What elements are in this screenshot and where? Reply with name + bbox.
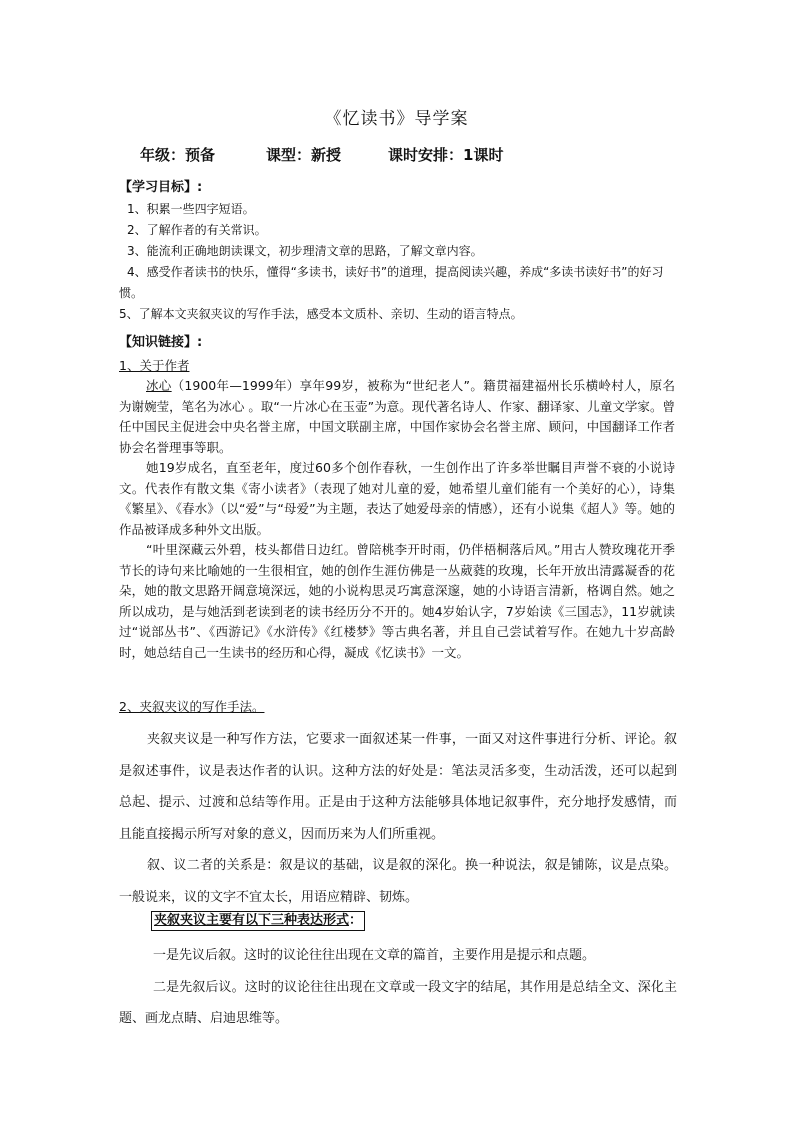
goals-list <box>119 199 679 325</box>
forms-text <box>119 940 677 1035</box>
form-paragraph: 一是先议后叙。这时的议论往往出现在文章的篇首，主要作用是提示和点题。 <box>153 948 596 963</box>
method-paragraph: 夹叙夹议是一种写作方法，它要求一面叙述某一件事，一面又对这件事进行分析、评论。叙是叙述事件，议是表达作者的认识。这种方法的好处是：笔法灵活多变，生动活泼，还可以起到总起、提示、过渡和总结等作用。正是由于这种方法能够具体地记叙事件，充分地抒发感情，而且能直接揭示所写对象的意义，因而历来为人们所重视。 <box>119 732 677 842</box>
goal-item: 2、了解作者的有关常识。 <box>127 223 267 237</box>
goals-heading: 【学习目标】: <box>119 180 203 195</box>
bio-paragraph: “叶里深藏云外碧，枝头都借日边红。曾陪桃李开时雨，仍伴梧桐落后风。”用古人赞玫瑰花开季节长的诗句来比喻她的一生很相宜，她的创作生涯仿佛是一丛葳蕤的玫瑰，长年开放出清露凝香的花朵，她的散文思路开阔意境深远，她的小说构思灵巧寓意深邃，她的小诗语言清新，格调自然。她之所以成功，是与她活到老读到老的读书经历分不开的。她4岁始认字，7岁始读《三国志》，11岁就读过“说部丛书”、《西游记》《水浒传》《红楼梦》等古典名著，并且自己尝试着写作。在她九十岁高龄时，她总结自己一生读书的经历和心得，凝成《忆读书》一文。 <box>119 542 675 660</box>
goal-item: 4、感受作者读书的快乐，懂得“多读书，读好书”的道理，提高阅读兴趣，养成“多读书读好书”的好习惯。 <box>119 265 664 300</box>
goal-item: 5、了解本文夹叙夹议的写作手法，感受本文质朴、亲切、生动的语言特点。 <box>119 307 523 321</box>
author-heading: 1、关于作者 <box>119 358 190 373</box>
grade-label: 年级：预备 <box>140 146 216 164</box>
page-title: 《忆读书》导学案 <box>324 109 469 129</box>
lesson-meta <box>140 144 503 165</box>
author-bio <box>119 376 675 663</box>
bio-paragraph: 冰心（1900年—1999年）享年99岁，被称为“世纪老人”。籍贯福建福州长乐横岭村人，原名为谢婉莹，笔名为冰心 。取“一片冰心在玉壶”为意。现代著名诗人、作家、翻译家、儿童文学家。曾任中国民主促进会中央名誉主席，中国文联副主席，中国作家协会名誉主席、顾问，中国翻译工作者协会名誉理事等职。 <box>119 378 675 455</box>
method-heading: 2、夹叙夹议的写作手法。 <box>119 699 265 714</box>
method-paragraph: 叙、议二者的关系是：叙是议的基础，议是叙的深化。换一种说法，叙是铺陈，议是点染。一般说来，议的文字不宜太长，用语应精辟、韧炼。 <box>119 858 677 905</box>
bio-paragraph: 她19岁成名，直至老年，度过60多个创作春秋，一生创作出了许多举世瞩目声誉不衰的小说诗文。代表作有散文集《寄小读者》（表现了她对儿童的爱，她希望儿童们能有一个美好的心），诗集《繁星》、《春水》（以“爱”与“母爱”为主题，表达了她爱母亲的情感），还有小说集《超人》等。她的作品被译成多种外文出版。 <box>119 460 675 537</box>
links-heading: 【知识链接】: <box>119 335 203 350</box>
schedule-label: 课时安排：1课时 <box>388 146 504 164</box>
method-text <box>119 724 677 913</box>
forms-heading: 夹叙夹议主要有以下三种表达形式： <box>151 911 365 931</box>
lesson-type-label: 课型：新授 <box>266 146 342 164</box>
goal-item: 3、能流利正确地朗读课文，初步理清文章的思路，了解文章内容。 <box>127 244 483 258</box>
author-name: 冰心 <box>146 378 172 393</box>
form-paragraph: 二是先叙后议。这时的议论往往出现在文章或一段文字的结尾，其作用是总结全文、深化主题、画龙点睛、启迪思维等。 <box>119 979 677 1026</box>
goal-item: 1、积累一些四字短语。 <box>127 202 255 216</box>
